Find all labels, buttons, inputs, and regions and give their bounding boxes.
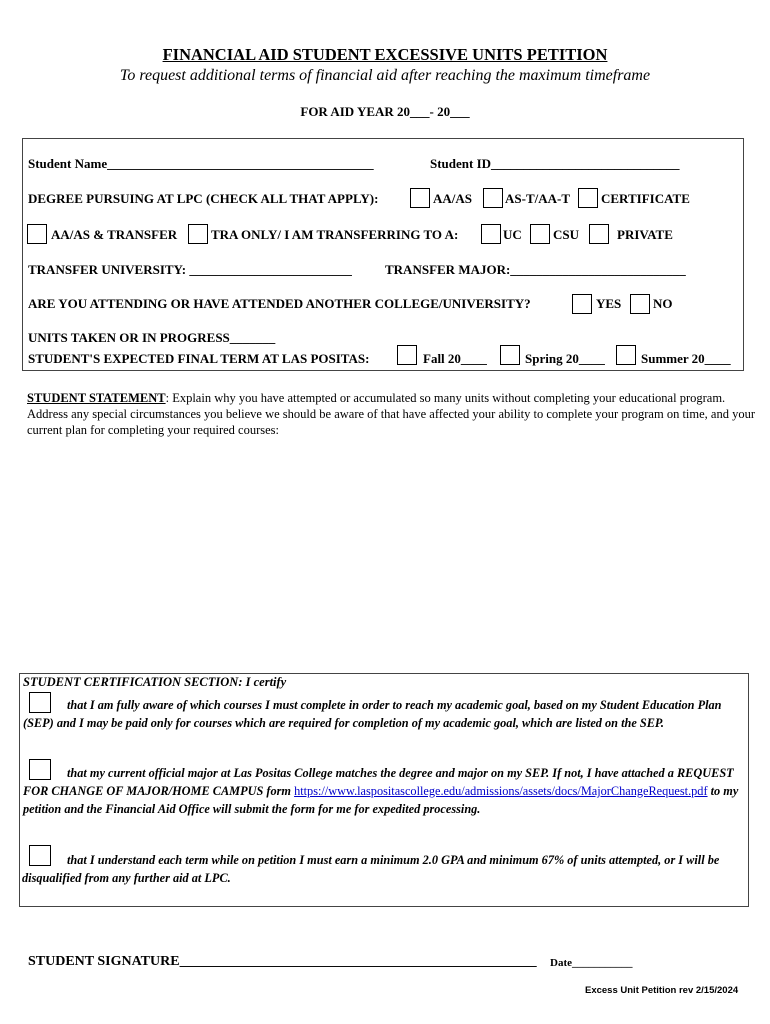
checkbox-private[interactable] (589, 224, 609, 244)
checkbox-summer[interactable] (616, 345, 636, 365)
checkbox-certificate[interactable] (578, 188, 598, 208)
date-field[interactable]: Date___________ (550, 957, 633, 969)
certify-item-1: that I am fully aware of which courses I must complete in order to reach my academic goal, based on my Student Education Plan (SEP) and I may be paid only for courses which are required for completion of my academic goal, which are listed on the SEP. (23, 698, 722, 730)
units-field[interactable]: UNITS TAKEN OR IN PROGRESS_______ (28, 330, 276, 345)
checkbox-fall[interactable] (397, 345, 417, 365)
checkbox-no[interactable] (630, 294, 650, 314)
transfer-major-field[interactable]: TRANSFER MAJOR:___________________________ (385, 262, 686, 277)
checkbox-as-t-aa-t[interactable] (483, 188, 503, 208)
form-title: FINANCIAL AID STUDENT EXCESSIVE UNITS PETITION (162, 45, 608, 64)
form-subtitle: To request additional terms of financial aid after reaching the maximum timeframe (119, 67, 651, 84)
student-statement (27, 390, 755, 438)
checkbox-spring[interactable] (500, 345, 520, 365)
degree-label: DEGREE PURSUING AT LPC (CHECK ALL THAT APPLY): (28, 191, 379, 206)
checkbox-yes[interactable] (572, 294, 592, 314)
label-no: NO (653, 296, 673, 311)
label-aa-as-transfer: AA/AS & TRANSFER (51, 227, 178, 242)
label-yes: YES (596, 296, 622, 311)
statement-heading: STUDENT STATEMENT (27, 391, 166, 405)
label-uc: UC (503, 227, 522, 242)
checkbox-aa-as-transfer[interactable] (27, 224, 47, 244)
label-summer[interactable]: Summer 20____ (641, 351, 731, 366)
aid-year-field[interactable]: FOR AID YEAR 20___- 20___ (300, 104, 470, 119)
label-certificate: CERTIFICATE (601, 191, 690, 206)
major-change-form-link[interactable]: https://www.laspositascollege.edu/admissions/assets/docs/MajorChangeRequest.pdf (294, 784, 708, 798)
revision-label: Excess Unit Petition rev 2/15/2024 (585, 985, 739, 996)
label-csu: CSU (553, 227, 580, 242)
certify-item-2 (23, 764, 747, 818)
statement-instructions: : Explain why you have attempted or accumulated so many units without completing your educational program. Address any special circumstances you believe we should be aware of that have affected your ability to complete your program on time, and your current plan for completing your required courses: (27, 391, 755, 437)
label-spring[interactable]: Spring 20____ (525, 351, 605, 366)
checkbox-transfer-only[interactable] (188, 224, 208, 244)
student-id-field[interactable]: Student ID_____________________________ (430, 156, 680, 171)
checkbox-csu[interactable] (530, 224, 550, 244)
student-signature-field[interactable]: STUDENT SIGNATURE___________________________________________________ (28, 954, 537, 969)
certify-item-3: that I understand each term while on petition I must earn a minimum 2.0 GPA and minimum 67% of units attempted, or I will be disqualified from any further aid at LPC. (22, 853, 720, 885)
label-transfer-only: TRA ONLY/ I AM TRANSFERRING TO A: (211, 227, 459, 242)
certification-heading: STUDENT CERTIFICATION SECTION: I certify (23, 675, 287, 689)
transfer-university-field[interactable]: TRANSFER UNIVERSITY: _________________________ (28, 262, 352, 277)
attended-question: ARE YOU ATTENDING OR HAVE ATTENDED ANOTHER COLLEGE/UNIVERSITY? (28, 296, 531, 311)
label-aa-as: AA/AS (433, 191, 473, 206)
certify-item-2-text-end: to my petition and the Financial Aid Office will submit the form for me for expedited processing. (23, 784, 739, 816)
final-term-label: STUDENT'S EXPECTED FINAL TERM AT LAS POSITAS: (28, 351, 370, 366)
label-private: PRIVATE (617, 227, 673, 242)
label-fall[interactable]: Fall 20____ (423, 351, 487, 366)
student-name-field[interactable]: Student Name_________________________________________ (28, 156, 374, 171)
checkbox-aa-as[interactable] (410, 188, 430, 208)
label-as-t-aa-t: AS-T/AA-T (505, 191, 571, 206)
certify-item-2-text: that my current official major at Las Positas College matches the degree and major on my SEP. If not, I have attached a REQUEST FOR CHANGE OF MAJOR/HOME CAMPUS form (23, 766, 734, 798)
checkbox-uc[interactable] (481, 224, 501, 244)
